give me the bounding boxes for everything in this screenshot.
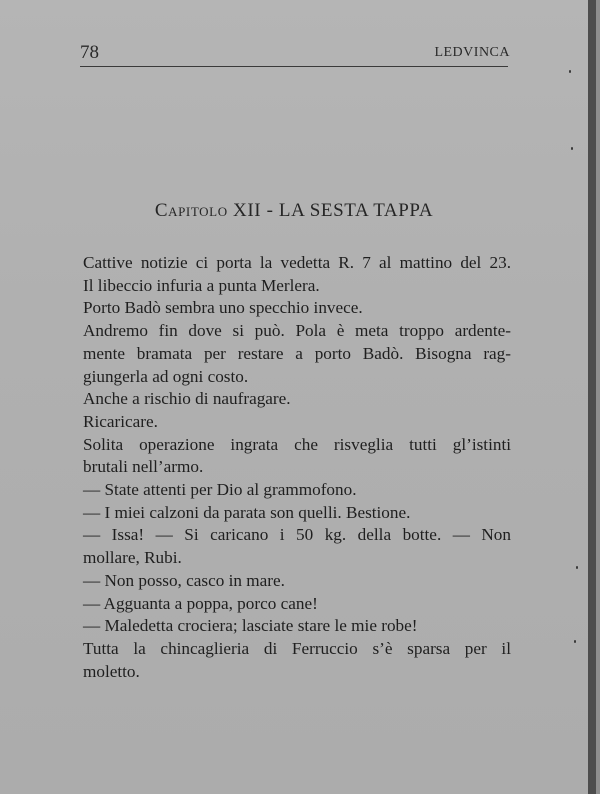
text-line: mollare, Rubi.: [83, 548, 182, 568]
chapter-heading: [0, 200, 588, 222]
paper-speck: [569, 70, 571, 73]
text-line: Solita operazione ingrata che risveglia tutti gl’istinti: [83, 434, 511, 454]
text-line: — Non posso, casco in mare.: [83, 570, 285, 590]
running-head: [80, 42, 510, 66]
paper-speck: [574, 640, 576, 643]
body-text: [83, 252, 511, 683]
text-line: Il libeccio infuria a punta Merlera.: [83, 275, 320, 295]
running-title: LEDVINCA: [434, 45, 510, 60]
text-line: — I miei calzoni da parata son quelli. Bestione.: [83, 502, 411, 522]
text-line: — State attenti per Dio al grammofono.: [83, 480, 357, 500]
text-line: mente bramata per restare a porto Badò. Bisogna rag-: [83, 343, 511, 363]
chapter-separator: -: [266, 200, 274, 221]
text-line: Ricaricare.: [83, 411, 158, 431]
text-line: — Maledetta crociera; lasciate stare le mie robe!: [83, 616, 418, 636]
text-line: Anche a rischio di naufragare.: [83, 389, 291, 409]
text-line: — Issa! — Si caricano i 50 kg. della botte. — Non: [83, 525, 511, 545]
text-line: moletto.: [83, 661, 140, 681]
page-number: 78: [80, 42, 99, 63]
text-line: Andremo fin dove si può. Pola è meta troppo ardente-: [83, 321, 511, 341]
chapter-label: Capitolo: [154, 200, 228, 221]
text-line: Porto Badò sembra uno specchio invece.: [83, 298, 363, 318]
page-edge-shadow: [588, 0, 596, 794]
text-line: Tutta la chincaglieria di Ferruccio s’è sparsa per il: [83, 638, 511, 658]
text-line: giungerla ad ogni costo.: [83, 366, 249, 386]
page-edge: [596, 0, 600, 794]
paper-speck: [571, 147, 573, 150]
chapter-title: LA SESTA TAPPA: [278, 200, 434, 221]
text-line: Cattive notizie ci porta la vedetta R. 7 al mattino del 23.: [83, 253, 511, 272]
text-line: — Agguanta a poppa, porco cane!: [83, 593, 318, 613]
header-rule: [80, 66, 508, 67]
chapter-number: XII: [233, 200, 262, 221]
paper-speck: [576, 566, 578, 569]
text-line: brutali nell’armo.: [83, 457, 204, 477]
